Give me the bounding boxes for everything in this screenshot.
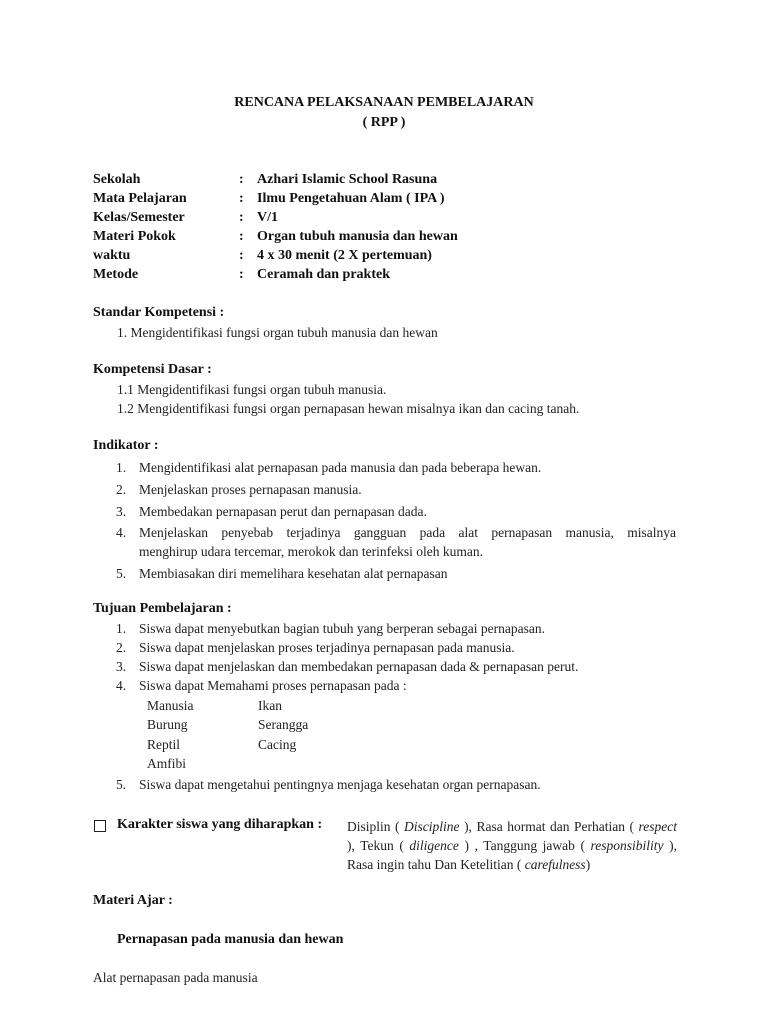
kompetensi-item: 1.1 Mengidentifikasi fungsi organ tubuh manusia. [117,382,387,397]
list-number: 3. [116,504,127,519]
list-number: 5. [116,777,127,792]
identity-label: waktu [93,248,131,263]
identity-colon: : [239,248,244,263]
list-number: 1. [116,621,127,636]
subject-name: Amfibi [147,756,186,771]
kompetensi-heading: Kompetensi Dasar : [93,362,212,377]
identity-value: Organ tubuh manusia dan hewan [257,229,458,244]
subject-name: Manusia [147,698,194,713]
subject-name: Burung [147,717,188,732]
tujuan-heading: Tujuan Pembelajaran : [93,601,232,616]
karakter-text: ), Tekun ( [347,838,410,853]
list-number: 4. [116,525,127,540]
list-number: 4. [116,678,127,693]
karakter-italic: carefulness [524,857,586,872]
karakter-italic: responsibility [590,838,664,853]
identity-label: Metode [93,267,139,282]
tujuan-item: Siswa dapat Memahami proses pernapasan pada : [139,678,407,693]
karakter-text: ) , Tanggung jawab ( [458,838,591,853]
subject-name: Ikan [258,698,282,713]
karakter-text: ), Rasa hormat dan Perhatian ( [459,819,639,834]
identity-label: Kelas/Semester [93,210,185,225]
materi-line: Alat pernapasan pada manusia [93,970,258,985]
identity-value: V/1 [257,210,278,225]
identity-colon: : [239,267,244,282]
standar-heading: Standar Kompetensi : [93,305,225,320]
materi-heading: Materi Ajar : [93,893,173,908]
indikator-item-continued: menghirup udara tercemar, merokok dan terinfeksi oleh kuman. [139,544,483,559]
karakter-text: ) [585,857,591,872]
tujuan-item: Siswa dapat menyebutkan bagian tubuh yang berperan sebagai pernapasan. [139,621,545,636]
list-number: 5. [116,566,127,581]
identity-label: Mata Pelajaran [93,191,187,206]
identity-label: Sekolah [93,172,141,187]
karakter-italic: Discipline [404,819,460,834]
subject-name: Cacing [258,737,297,752]
indikator-heading: Indikator : [93,438,159,453]
list-number: 2. [116,640,127,655]
indikator-item: Mengidentifikasi alat pernapasan pada manusia dan pada beberapa hewan. [139,460,542,475]
karakter-text: ), Rasa ingin tahu Dan Ketelitian ( [347,838,677,872]
identity-colon: : [239,229,244,244]
indikator-item: Membiasakan diri memelihara kesehatan alat pernapasan [139,566,448,581]
subject-name: Serangga [258,717,309,732]
subject-name: Reptil [147,737,180,752]
identity-colon: : [239,210,244,225]
karakter-label: Karakter siswa yang diharapkan : [117,817,323,832]
identity-value: Azhari Islamic School Rasuna [257,172,438,187]
karakter-italic: diligence [409,838,459,853]
kompetensi-item: 1.2 Mengidentifikasi fungsi organ pernapasan hewan misalnya ikan dan cacing tanah. [117,401,580,416]
list-number: 1. [116,460,127,475]
indikator-item: Menjelaskan proses pernapasan manusia. [139,482,362,497]
tujuan-item: Siswa dapat menjelaskan dan membedakan pernapasan dada & pernapasan perut. [139,659,579,674]
checkbox-square-icon [94,820,106,832]
tujuan-item: Siswa dapat menjelaskan proses terjadinya pernapasan pada manusia. [139,640,515,655]
identity-colon: : [239,172,244,187]
indikator-item: Membedakan pernapasan perut dan pernapasan dada. [139,504,427,519]
karakter-values [347,817,677,874]
list-number: 3. [116,659,127,674]
materi-subheading: Pernapasan pada manusia dan hewan [117,932,344,947]
karakter-text: Disiplin ( [347,819,405,834]
standar-item: 1. Mengidentifikasi fungsi organ tubuh manusia dan hewan [117,325,438,340]
karakter-italic: respect [638,819,677,834]
identity-value: Ceramah dan praktek [257,267,391,282]
identity-colon: : [239,191,244,206]
document-title: RENCANA PELAKSANAAN PEMBELAJARAN [234,95,534,110]
document-subtitle: ( RPP ) [362,115,406,130]
identity-label: Materi Pokok [93,229,176,244]
identity-value: 4 x 30 menit (2 X pertemuan) [257,248,432,263]
indikator-item: Menjelaskan penyebab terjadinya gangguan pada alat pernapasan manusia, misalnya [139,525,676,540]
identity-value: Ilmu Pengetahuan Alam ( IPA ) [257,191,445,206]
list-number: 2. [116,482,127,497]
tujuan-item: Siswa dapat mengetahui pentingnya menjaga kesehatan organ pernapasan. [139,777,541,792]
